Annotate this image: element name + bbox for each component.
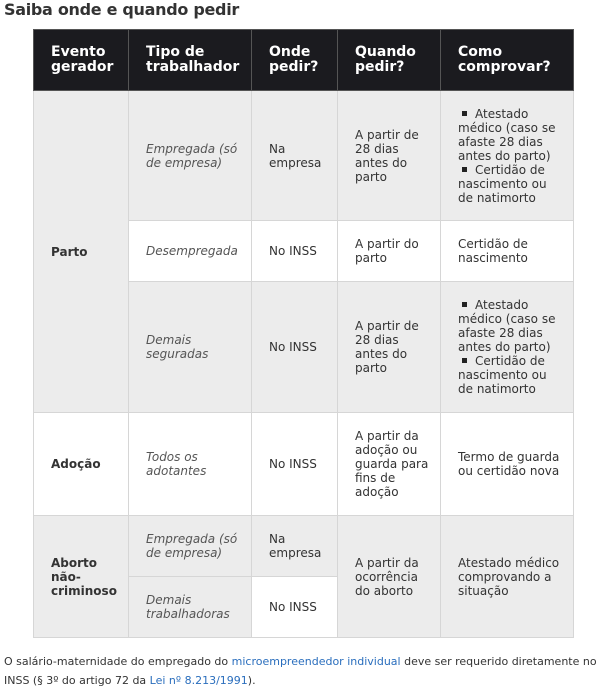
table-row — [34, 516, 574, 577]
como-cell: Atestado médico comprovando a situação — [441, 516, 574, 638]
list-item: Atestado médico (caso se afaste 28 dias antes do parto) — [458, 298, 556, 354]
header-onde: Onde pedir? — [252, 30, 338, 91]
onde-cell: No INSS — [252, 221, 338, 282]
como-cell: Certidão de nascimento — [441, 221, 574, 282]
list-item: Atestado médico (caso se afaste 28 dias antes do parto) — [458, 106, 556, 163]
quando-cell: A partir de 28 dias antes do parto — [338, 91, 441, 221]
onde-cell: No INSS — [252, 577, 338, 638]
bullet-icon — [462, 302, 467, 307]
info-table — [33, 29, 574, 638]
header-tipo: Tipo de trabalhador — [129, 30, 252, 91]
mei-link[interactable]: microempreendedor individual — [231, 655, 401, 668]
tipo-cell: Todos os adotantes — [129, 413, 252, 516]
como-cell — [441, 282, 574, 413]
tipo-cell: Empregada (só de empresa) — [129, 516, 252, 577]
onde-cell: Na empresa — [252, 516, 338, 577]
table-header-row — [34, 30, 574, 91]
como-cell: Termo de guarda ou certidão nova — [441, 413, 574, 516]
quando-cell: A partir da ocorrência do aborto — [338, 516, 441, 638]
quando-cell: A partir de 28 dias antes do parto — [338, 282, 441, 413]
quando-cell: A partir do parto — [338, 221, 441, 282]
event-adocao: Adoção — [34, 413, 129, 516]
tipo-cell: Empregada (só de empresa) — [129, 91, 252, 221]
footer-note — [4, 652, 604, 690]
onde-cell: Na empresa — [252, 91, 338, 221]
quando-cell: A partir da adoção ou guarda para fins de adoção — [338, 413, 441, 516]
page-title: Saiba onde e quando pedir — [4, 0, 239, 19]
table-row — [34, 413, 574, 516]
tipo-cell: Desempregada — [129, 221, 252, 282]
table-row — [34, 91, 574, 221]
footer-text: deve ser requerido diretamente no INSS (§ 3º do artigo 72 da — [4, 655, 597, 687]
header-quando: Quando pedir? — [338, 30, 441, 91]
bullet-icon — [462, 358, 467, 363]
footer-text: O salário-maternidade do empregado do — [4, 655, 232, 668]
header-como: Como comprovar? — [441, 30, 574, 91]
bullet-icon — [462, 111, 467, 116]
event-parto: Parto — [34, 91, 129, 413]
header-evento: Evento gerador — [34, 30, 129, 91]
footer-text: ). — [247, 674, 256, 687]
tipo-cell: Demais trabalhadoras — [129, 577, 252, 638]
onde-cell: No INSS — [252, 413, 338, 516]
event-aborto: Aborto não-criminoso — [34, 516, 129, 638]
lei-link[interactable]: Lei nº 8.213/1991 — [149, 674, 248, 687]
onde-cell: No INSS — [252, 282, 338, 413]
como-cell — [441, 91, 574, 221]
list-item: Certidão de nascimento ou de natimorto — [458, 162, 547, 205]
list-item: Certidão de nascimento ou de natimorto — [458, 354, 547, 396]
tipo-cell: Demais seguradas — [129, 282, 252, 413]
bullet-icon — [462, 167, 467, 172]
